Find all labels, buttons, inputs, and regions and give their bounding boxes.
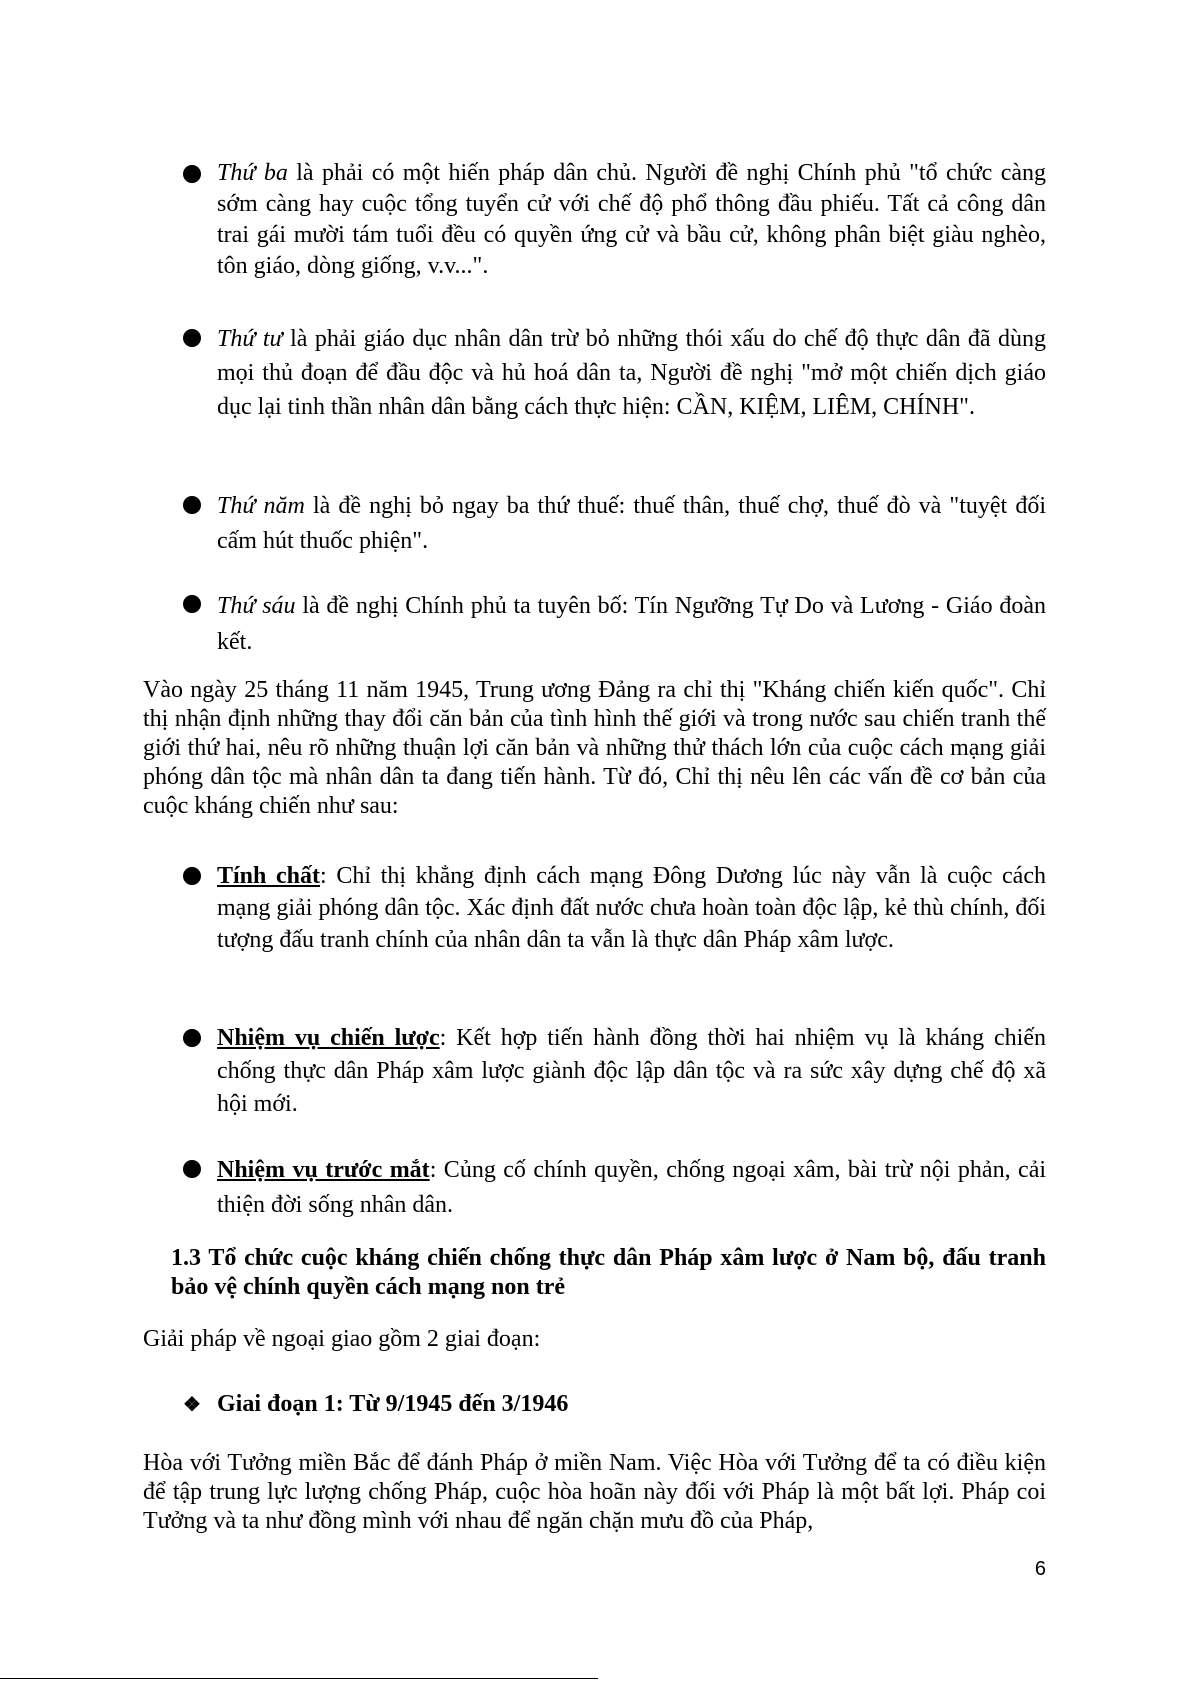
phase-heading (183, 1390, 568, 1420)
page-number: 6 (1034, 1558, 1046, 1580)
bullet-item-thu-tu (180, 322, 1046, 424)
footer-divider (0, 1678, 598, 1679)
bullet-dot-icon (183, 595, 201, 613)
paragraph-diplomacy: Giải pháp về ngoại giao gồm 2 giai đoạn: (143, 1326, 541, 1352)
bullet-dot-icon (183, 329, 201, 347)
bullet-item-tinh-chat (180, 860, 1046, 956)
bullet-item-thu-nam (180, 489, 1046, 559)
bullet-dot-icon (183, 165, 201, 183)
phase-heading-text: Giai đoạn 1: Từ 9/1945 đến 3/1946 (217, 1391, 569, 1417)
bullet-dot-icon (183, 496, 201, 514)
bullet-dot-icon (183, 1160, 201, 1178)
bullet-item-nhiem-vu-truoc-mat (180, 1153, 1046, 1223)
paragraph-phase1: Hòa với Tưởng miền Bắc để đánh Pháp ở miền Nam. Việc Hòa với Tưởng để ta có điều kiện để tập trung lực lượng chống Pháp, cuộc hòa hoãn này đối với Pháp là một bất lợi. Pháp coi Tưởng và ta như đồng mình với nhau để ngăn chặn mưu đồ của Pháp, (143, 1450, 1046, 1534)
bullet-lead-term: Thứ sáu (217, 593, 296, 619)
diamond-bullet-icon: ❖ (183, 1394, 201, 1416)
bullet-lead-term: Thứ năm (217, 493, 305, 519)
bullet-item-thu-sau (180, 588, 1046, 660)
bullet-text: là đề nghị bỏ ngay ba thứ thuế: thuế thân, thuế chợ, thuế đò và "tuyệt đối cấm hút thuốc phiện". (217, 493, 1046, 554)
bullet-lead-term: Thứ ba (217, 160, 288, 186)
bullet-dot-icon (183, 1029, 201, 1047)
bullet-text: : Chỉ thị khẳng định cách mạng Đông Dương lúc này vẫn là cuộc cách mạng giải phóng dân tộc. Xác định đất nước chưa hoàn toàn độc lập, kẻ thù chính, đối tượng đấu tranh chính của nhân dân ta vẫn là thực dân Pháp xâm lược. (217, 863, 1046, 953)
bullet-text: : Kết hợp tiến hành đồng thời hai nhiệm vụ là kháng chiến chống thực dân Pháp xâm lược giành độc lập dân tộc và ra sức xây dựng chế độ xã hội mới. (217, 1025, 1046, 1117)
bullet-item-nhiem-vu-chien-luoc (180, 1022, 1046, 1121)
bullet-key-term: Nhiệm vụ trước mắt (217, 1157, 430, 1183)
bullet-text: : Củng cố chính quyền, chống ngoại xâm, bài trừ nội phản, cải thiện đời sống nhân dân. (217, 1157, 1047, 1218)
bullet-key-term: Nhiệm vụ chiến lược (217, 1025, 440, 1051)
bullet-dot-icon (183, 867, 201, 885)
bullet-key-term: Tính chất (217, 863, 321, 889)
bullet-text: là phải có một hiến pháp dân chủ. Người đề nghị Chính phủ "tổ chức càng sớm càng hay cuộc tổng tuyển cử với chế độ phổ thông đầu phiếu. Tất cả công dân trai gái mười tám tuổi đều có quyền ứng cử và bầu cử, không phân biệt giàu nghèo, tôn giáo, dòng giống, v.v...". (217, 160, 1046, 279)
bullet-text: là phải giáo dục nhân dân trừ bỏ những thói xấu do chế độ thực dân đã dùng mọi thủ đoạn để đầu độc và hủ hoá dân ta, Người đề nghị "mở một chiến dịch giáo dục lại tinh thần nhân dân bằng cách thực hiện: CẦN, KIỆM, LIÊM, CHÍNH". (217, 326, 1046, 420)
bullet-lead-term: Thứ tư (217, 326, 283, 352)
paragraph-directive: Vào ngày 25 tháng 11 năm 1945, Trung ương Đảng ra chỉ thị "Kháng chiến kiến quốc". Chỉ thị nhận định những thay đổi căn bản của tình hình thế giới và trong nước sau chiến tranh thế giới thứ hai, nêu rõ những thuận lợi căn bản và những thử thách lớn của cuộc cách mạng giải phóng dân tộc mà nhân dân ta đang tiến hành. Từ đó, Chỉ thị nêu lên các vấn đề cơ bản của cuộc kháng chiến như sau: (143, 677, 1046, 819)
bullet-item-thu-ba (180, 158, 1046, 282)
section-heading: 1.3 Tổ chức cuộc kháng chiến chống thực dân Pháp xâm lược ở Nam bộ, đấu tranh bảo vệ chính quyền cách mạng non trẻ (171, 1245, 1046, 1300)
bullet-text: là đề nghị Chính phủ ta tuyên bố: Tín Ngưỡng Tự Do và Lương - Giáo đoàn kết. (217, 593, 1046, 655)
